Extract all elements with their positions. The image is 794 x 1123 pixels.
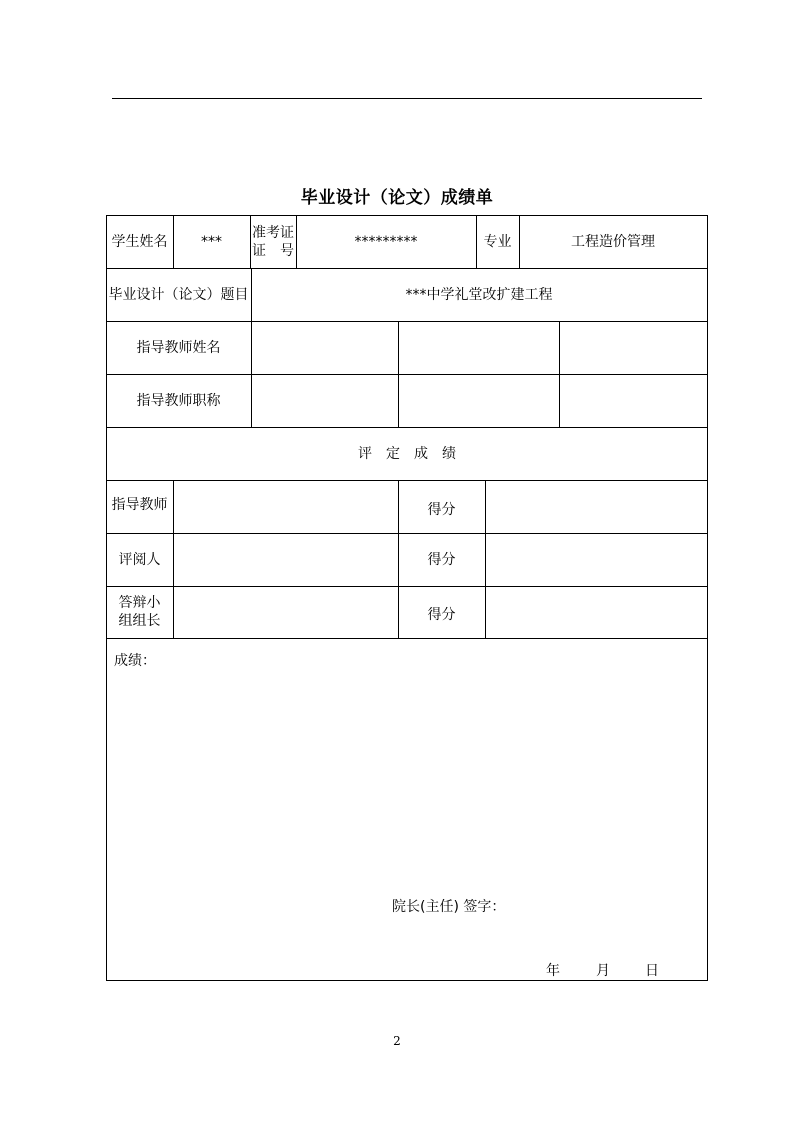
exam-id-value: ********* [354, 233, 418, 250]
advisor-name-label: 指导教师姓名 [136, 339, 221, 356]
table-rule [398, 321, 399, 427]
score-label: 得分 [427, 551, 456, 568]
table-rule [707, 215, 708, 981]
date-year: 年 [546, 963, 560, 979]
score-label: 得分 [427, 501, 456, 518]
grade-table [106, 215, 708, 981]
topic-label: 毕业设计（论文）题目 [108, 286, 249, 303]
date-day: 日 [645, 963, 659, 979]
score-label: 得分 [427, 607, 456, 623]
student-name-label: 学生姓名 [111, 233, 168, 250]
header-rule [112, 98, 702, 99]
exam-id-label-line1: 准考证 [252, 224, 294, 241]
page-number: 2 [393, 1034, 401, 1048]
table-rule [106, 980, 708, 981]
defense-chair-role-label [106, 586, 173, 638]
evaluation-heading: 评 定 成 绩 [358, 445, 456, 462]
defense-chair-line2: 组组长 [118, 613, 161, 629]
advisor-role-label: 指导教师 [111, 497, 168, 513]
topic-value: ***中学礼堂改扩建工程 [405, 286, 553, 303]
exam-id-label-line2: 证 号 [252, 242, 294, 259]
major-label: 专业 [483, 233, 512, 250]
signature-label: 院长(主任) 签字： [392, 899, 506, 915]
advisor-title-label: 指导教师职称 [136, 392, 221, 409]
grade-label: 成绩： [114, 653, 156, 669]
reviewer-role-label: 评阅人 [118, 551, 161, 568]
table-rule [106, 638, 708, 639]
table-rule [559, 321, 560, 427]
table-rule [173, 480, 174, 638]
major-value: 工程造价管理 [571, 233, 655, 250]
exam-id-label [250, 215, 296, 268]
date-month: 月 [596, 963, 610, 979]
table-rule [485, 480, 486, 638]
defense-chair-line1: 答辩小 [118, 595, 161, 611]
page-title: 毕业设计（论文）成绩单 [300, 188, 494, 208]
student-name-value: *** [201, 233, 222, 250]
